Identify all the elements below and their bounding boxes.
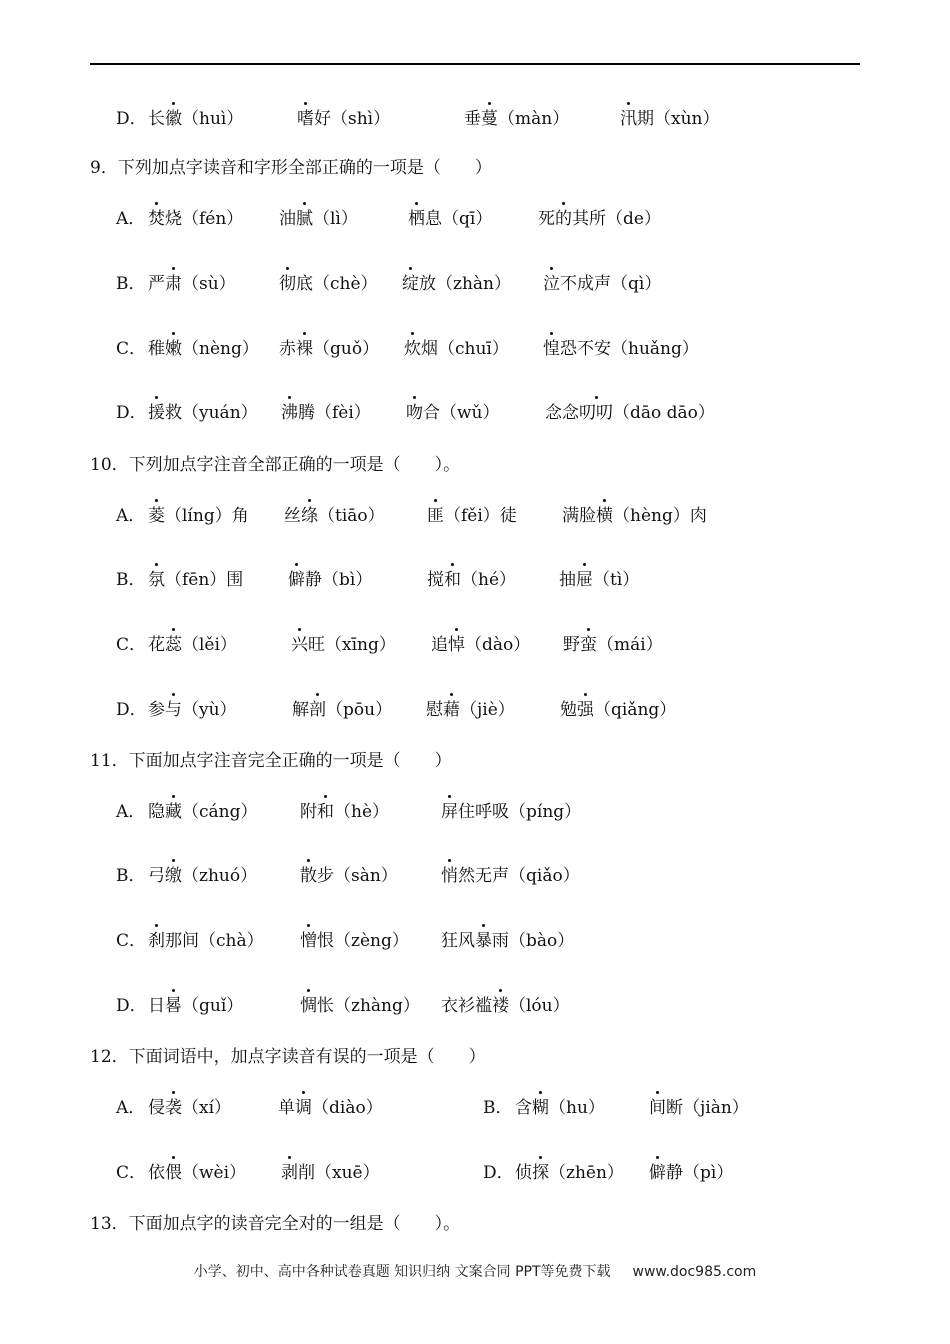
option-label: D． bbox=[116, 996, 147, 1016]
word-option: 搅和（hé） bbox=[427, 570, 517, 590]
dotted-char: 缴 bbox=[165, 866, 182, 886]
dotted-char: 和 bbox=[317, 802, 334, 822]
word-option: 绽放（zhàn） bbox=[402, 274, 511, 294]
word-option: 栖息（qī） bbox=[408, 209, 493, 229]
word-option: 惶恐不安（huǎng） bbox=[543, 339, 699, 359]
word-option: 弓缴（zhuó） bbox=[148, 866, 258, 886]
dotted-char: 暴 bbox=[475, 931, 492, 951]
dotted-char: 蔓 bbox=[481, 109, 498, 129]
dotted-char: 徽 bbox=[165, 109, 182, 129]
word-option: 嗜好（shì） bbox=[297, 109, 391, 129]
word-option: 勉强（qiǎng） bbox=[560, 700, 677, 720]
dotted-char: 泣 bbox=[543, 274, 560, 294]
word-option: 野蛮（mái） bbox=[563, 635, 663, 655]
word-option: 侵袭（xí） bbox=[148, 1098, 232, 1118]
word-option: 慰藉（jiè） bbox=[426, 700, 515, 720]
dotted-char: 沸 bbox=[281, 403, 298, 423]
word-option: 惆怅（zhàng） bbox=[300, 996, 420, 1016]
word-option: 憎恨（zèng） bbox=[300, 931, 409, 951]
word-option: 吻合（wǔ） bbox=[406, 403, 500, 423]
word-option: 炊烟（chuī） bbox=[404, 339, 509, 359]
word-option: 含糊（hu） bbox=[515, 1098, 605, 1118]
footer bbox=[0, 1261, 950, 1281]
dotted-char: 藉 bbox=[443, 700, 460, 720]
option-label: C． bbox=[116, 1163, 147, 1183]
option-label: C． bbox=[116, 339, 147, 359]
dotted-char: 剖 bbox=[309, 700, 326, 720]
word-option: 刹那间（chà） bbox=[148, 931, 264, 951]
dotted-char: 绽 bbox=[402, 274, 419, 294]
word-option: 花蕊（lěi） bbox=[148, 635, 237, 655]
word-option: 侦探（zhēn） bbox=[515, 1163, 624, 1183]
dotted-char: 偎 bbox=[165, 1163, 182, 1183]
dotted-char: 散 bbox=[300, 866, 317, 886]
option-label: C． bbox=[116, 635, 147, 655]
dotted-char: 惶 bbox=[543, 339, 560, 359]
dotted-char: 裸 bbox=[296, 339, 313, 359]
word-option: 僻静（pì） bbox=[649, 1163, 734, 1183]
dotted-char: 嫩 bbox=[165, 339, 182, 359]
question-10-stem: 10．下列加点字注音全部正确的一项是（ ）。 bbox=[90, 455, 461, 475]
word-option: 沸腾（fèi） bbox=[281, 403, 371, 423]
dotted-char: 焚 bbox=[148, 209, 165, 229]
dotted-char: 和 bbox=[444, 570, 461, 590]
word-option: 僻静（bì） bbox=[288, 570, 373, 590]
dotted-char: 悄 bbox=[441, 866, 458, 886]
dotted-char: 嗜 bbox=[297, 109, 314, 129]
footer-url[interactable]: www.doc985.com bbox=[632, 1264, 757, 1280]
dotted-char: 绦 bbox=[301, 506, 318, 526]
option-label: B． bbox=[116, 570, 146, 590]
dotted-char: 僻 bbox=[649, 1163, 666, 1183]
word-option: 垂蔓（màn） bbox=[464, 109, 570, 129]
dotted-char: 糊 bbox=[532, 1098, 549, 1118]
word-option: 长徽（huì） bbox=[148, 109, 244, 129]
word-option: 抽屉（tì） bbox=[559, 570, 640, 590]
word-option: 日晷（guǐ） bbox=[148, 996, 244, 1016]
dotted-char: 晷 bbox=[165, 996, 182, 1016]
dotted-char: 菱 bbox=[148, 506, 165, 526]
word-option: 赤裸（guǒ） bbox=[279, 339, 380, 359]
dotted-char: 肃 bbox=[165, 274, 182, 294]
dotted-char: 蕊 bbox=[165, 635, 182, 655]
dotted-char: 腻 bbox=[296, 209, 313, 229]
dotted-char: 屉 bbox=[576, 570, 593, 590]
word-option: 间断（jiàn） bbox=[649, 1098, 749, 1118]
question-12-stem: 12．下面词语中，加点字读音有误的一项是（ ） bbox=[90, 1047, 486, 1067]
dotted-char: 袭 bbox=[165, 1098, 182, 1118]
option-label: D． bbox=[116, 403, 147, 423]
word-option: 狂风暴雨（bào） bbox=[441, 931, 575, 951]
dotted-char: 援 bbox=[148, 403, 165, 423]
question-13-stem: 13．下面加点字的读音完全对的一组是（ ）。 bbox=[90, 1214, 461, 1234]
word-option: 单调（diào） bbox=[278, 1098, 383, 1118]
dotted-char: 惆 bbox=[300, 996, 317, 1016]
question-9-stem: 9．下列加点字读音和字形全部正确的一项是（ ） bbox=[90, 158, 492, 178]
word-option: 剥削（xuē） bbox=[281, 1163, 380, 1183]
dotted-char: 彻 bbox=[279, 274, 296, 294]
option-label: A． bbox=[116, 802, 146, 822]
option-label: D． bbox=[116, 109, 147, 129]
word-option: 菱（líng）角 bbox=[148, 506, 249, 526]
word-option: 焚烧（fén） bbox=[148, 209, 244, 229]
word-option: 悄然无声（qiǎo） bbox=[441, 866, 580, 886]
dotted-char: 剥 bbox=[281, 1163, 298, 1183]
word-option: 丝绦（tiāo） bbox=[284, 506, 385, 526]
word-option: 匪（fěi）徒 bbox=[427, 506, 517, 526]
word-option: 死的其所（de） bbox=[538, 209, 661, 229]
option-label: D． bbox=[483, 1163, 514, 1183]
dotted-char: 横 bbox=[596, 506, 613, 526]
word-option: 追悼（dào） bbox=[431, 635, 531, 655]
option-label: A． bbox=[116, 1098, 146, 1118]
dotted-char: 蛮 bbox=[580, 635, 597, 655]
word-option: 散步（sàn） bbox=[300, 866, 398, 886]
word-option: 援救（yuán） bbox=[148, 403, 258, 423]
option-label: D． bbox=[116, 700, 147, 720]
word-option: 彻底（chè） bbox=[279, 274, 378, 294]
dotted-char: 栖 bbox=[408, 209, 425, 229]
word-option: 解剖（pōu） bbox=[292, 700, 393, 720]
dotted-char: 刹 bbox=[148, 931, 165, 951]
word-option: 油腻（lì） bbox=[279, 209, 358, 229]
dotted-char: 褛 bbox=[492, 996, 509, 1016]
word-option: 隐藏（cáng） bbox=[148, 802, 258, 822]
dotted-char: 藏 bbox=[165, 802, 182, 822]
dotted-char: 探 bbox=[532, 1163, 549, 1183]
dotted-char: 吻 bbox=[406, 403, 423, 423]
dotted-char: 憎 bbox=[300, 931, 317, 951]
word-option: 泣不成声（qì） bbox=[543, 274, 662, 294]
word-option: 满脸横（hèng）肉 bbox=[562, 506, 707, 526]
dotted-char: 叨叨 bbox=[579, 403, 613, 423]
word-option: 汛期（xùn） bbox=[620, 109, 720, 129]
dotted-char: 的 bbox=[555, 209, 572, 229]
word-option: 屏住呼吸（píng） bbox=[441, 802, 582, 822]
dotted-char: 匪 bbox=[427, 506, 444, 526]
word-option: 兴旺（xīng） bbox=[291, 635, 396, 655]
option-label: B． bbox=[483, 1098, 513, 1118]
option-label: B． bbox=[116, 866, 146, 886]
question-11-stem: 11．下面加点字注音完全正确的一项是（ ） bbox=[90, 751, 452, 771]
word-option: 念念叨叨（dāo dāo） bbox=[545, 403, 715, 423]
word-option: 稚嫩（nèng） bbox=[148, 339, 259, 359]
dotted-char: 屏 bbox=[441, 802, 458, 822]
dotted-char: 兴 bbox=[291, 635, 308, 655]
footer-text: 小学、初中、高中各种试卷真题 知识归纳 文案合同 PPT等免费下载 bbox=[193, 1264, 611, 1280]
dotted-char: 与 bbox=[165, 700, 182, 720]
word-option: 参与（yù） bbox=[148, 700, 237, 720]
header-rule bbox=[90, 63, 860, 65]
word-option: 严肃（sù） bbox=[148, 274, 236, 294]
dotted-char: 汛 bbox=[620, 109, 637, 129]
dotted-char: 悼 bbox=[448, 635, 465, 655]
option-label: A． bbox=[116, 506, 146, 526]
word-option: 依偎（wèi） bbox=[148, 1163, 247, 1183]
word-option: 附和（hè） bbox=[300, 802, 390, 822]
dotted-char: 间 bbox=[649, 1098, 666, 1118]
dotted-char: 调 bbox=[295, 1098, 312, 1118]
option-label: C． bbox=[116, 931, 147, 951]
dotted-char: 僻 bbox=[288, 570, 305, 590]
dotted-char: 强 bbox=[577, 700, 594, 720]
dotted-char: 氛 bbox=[148, 570, 165, 590]
word-option: 氛（fēn）围 bbox=[148, 570, 244, 590]
dotted-char: 炊 bbox=[404, 339, 421, 359]
option-label: B． bbox=[116, 274, 146, 294]
word-option: 衣衫褴褛（lóu） bbox=[441, 996, 570, 1016]
option-label: A． bbox=[116, 209, 146, 229]
